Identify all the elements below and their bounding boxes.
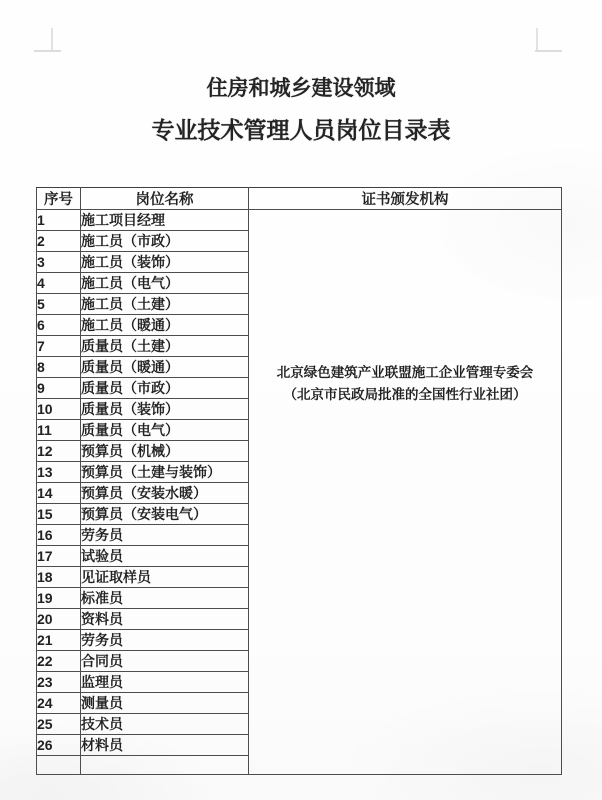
row-position-name: 劳务员 (81, 525, 249, 546)
row-position-name: 测量员 (81, 693, 249, 714)
row-serial-number: 3 (37, 252, 81, 273)
row-serial-number: 9 (37, 378, 81, 399)
row-serial-number: 8 (37, 357, 81, 378)
row-position-name: 预算员（安装电气） (81, 504, 249, 525)
document-title-line2: 专业技术管理人员岗位目录表 (151, 117, 451, 143)
row-serial-number: 21 (37, 630, 81, 651)
row-position-name: 见证取样员 (81, 567, 249, 588)
row-position-name: 质量员（电气） (81, 420, 249, 441)
row-serial-number: 16 (37, 525, 81, 546)
row-position-name: 施工员（市政） (81, 231, 249, 252)
row-serial-number: 6 (37, 315, 81, 336)
row-serial-number: 26 (37, 735, 81, 756)
row-position-name: 资料员 (81, 609, 249, 630)
row-serial-number: 19 (37, 588, 81, 609)
row-position-name: 质量员（装饰） (81, 399, 249, 420)
row-serial-number: 5 (37, 294, 81, 315)
row-serial-number: 4 (37, 273, 81, 294)
row-position-name: 材料员 (81, 735, 249, 756)
row-serial-number: 2 (37, 231, 81, 252)
issuer-merged-cell (249, 210, 562, 775)
row-serial-number (37, 756, 81, 775)
header-certificate-issuer: 证书颁发机构 (249, 188, 562, 210)
row-position-name: 试验员 (81, 546, 249, 567)
table-row (37, 210, 562, 231)
row-position-name: 合同员 (81, 651, 249, 672)
row-position-name: 施工员（装饰） (81, 252, 249, 273)
row-serial-number: 20 (37, 609, 81, 630)
row-serial-number: 10 (37, 399, 81, 420)
row-position-name: 预算员（土建与装饰） (81, 462, 249, 483)
row-serial-number: 13 (37, 462, 81, 483)
row-position-name: 质量员（市政） (81, 378, 249, 399)
row-serial-number: 15 (37, 504, 81, 525)
row-position-name: 施工项目经理 (81, 210, 249, 231)
row-serial-number: 11 (37, 420, 81, 441)
issuer-line1: 北京绿色建筑产业联盟施工企业管理专委会 (276, 365, 534, 380)
table-body (37, 210, 562, 775)
row-serial-number: 14 (37, 483, 81, 504)
row-position-name: 标准员 (81, 588, 249, 609)
row-position-name: 施工员（土建） (81, 294, 249, 315)
row-position-name (81, 756, 249, 775)
row-position-name: 劳务员 (81, 630, 249, 651)
document-title-line1: 住房和城乡建设领域 (206, 77, 396, 100)
table-header (37, 188, 562, 210)
row-serial-number: 12 (37, 441, 81, 462)
row-position-name: 质量员（暖通） (81, 357, 249, 378)
row-position-name: 施工员（暖通） (81, 315, 249, 336)
position-directory-table (36, 187, 562, 775)
row-position-name: 预算员（安装水暖） (81, 483, 249, 504)
row-serial-number: 25 (37, 714, 81, 735)
header-position-name: 岗位名称 (81, 188, 249, 210)
row-serial-number: 23 (37, 672, 81, 693)
row-serial-number: 18 (37, 567, 81, 588)
row-position-name: 质量员（土建） (81, 336, 249, 357)
row-position-name: 施工员（电气） (81, 273, 249, 294)
row-serial-number: 24 (37, 693, 81, 714)
row-position-name: 预算员（机械） (81, 441, 249, 462)
issuer-text (249, 210, 561, 406)
row-serial-number: 22 (37, 651, 81, 672)
header-serial-number: 序号 (37, 188, 81, 210)
row-position-name: 监理员 (81, 672, 249, 693)
row-serial-number: 17 (37, 546, 81, 567)
row-serial-number: 1 (37, 210, 81, 231)
row-serial-number: 7 (37, 336, 81, 357)
row-position-name: 技术员 (81, 714, 249, 735)
issuer-line2: （北京市民政局批准的全国性行业社团） (283, 387, 527, 402)
